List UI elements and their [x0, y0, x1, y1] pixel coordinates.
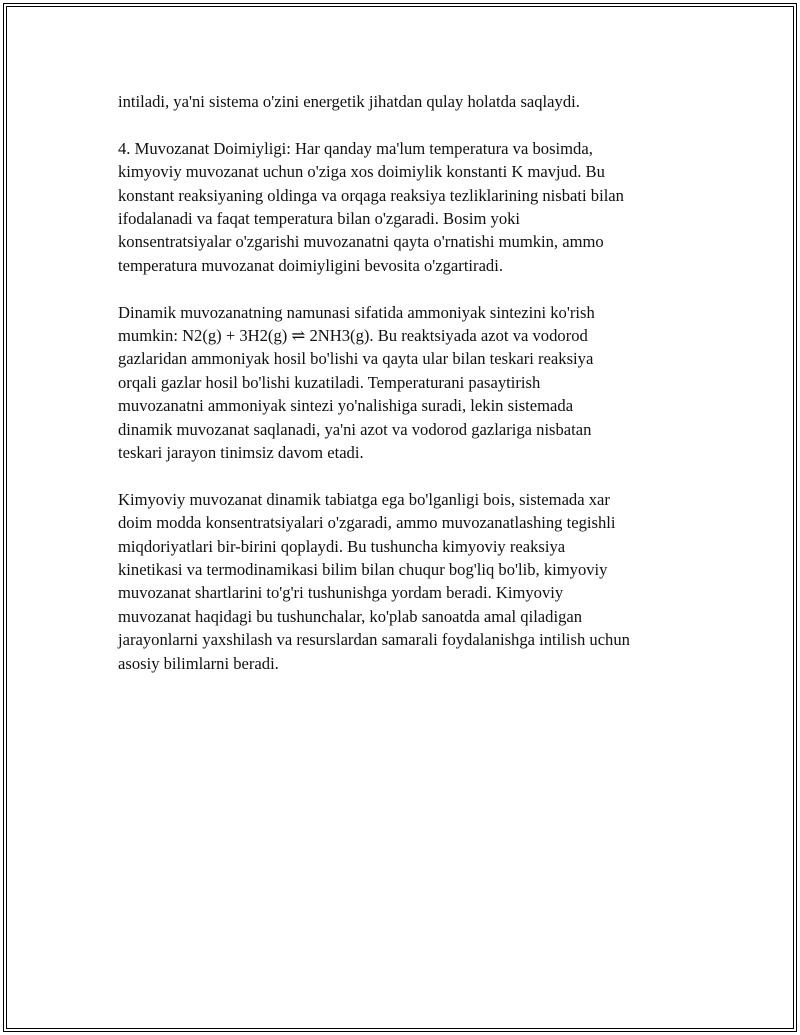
paragraph-3: Dinamik muvozanatning namunasi sifatida ammoniyak sintezini ko'rish mumkin: N2(g) + 3H2(g) ⇌ 2NH3(g). Bu reaktsiyada azot va vodorod gazlaridan ammoniyak hosil bo'lishi va qayta ular bilan teskari reaksiya orqali gazlar hosil bo'lishi kuzatiladi. Temperaturani pasaytirish muvozanatni ammoniyak sintezi yo'nalishiga suradi, lekin sistemada dinamik muvozanat saqlanadi, ya'ni azot va vodorod gazlariga nisbatan teskari jarayon tinimsiz davom etadi. [118, 302, 595, 463]
paragraph-2: 4. Muvozanat Doimiyligi: Har qanday ma'lum temperatura va bosimda, kimyoviy muvozanat uchun o'ziga xos doimiylik konstanti K mavjud. Bu konstant reaksiyaning oldinga va orqaga reaksiya tezliklarining nisbati bilan ifodalanadi va faqat temperatura bilan o'zgaradi. Bosim yoki konsentratsiyalar o'zgarishi muvozanatni qayta o'rnatishi mumkin, ammo temperatura muvozanat doimiyligini bevosita o'zgartiradi. [118, 138, 624, 275]
document-body [118, 90, 698, 699]
paragraph-4: Kimyoviy muvozanat dinamik tabiatga ega bo'lganligi bois, sistemada xar doim modda konsentratsiyalari o'zgaradi, ammo muvozanatlashing tegishli miqdoriyatlari bir-birini qoplaydi. Bu tushuncha kimyoviy reaksiya kinetikasi va termodinamikasi bilim bilan chuqur bog'liq bo'lib, kimyoviy muvozanat shartlarini to'g'ri tushunishga yordam beradi. Kimyoviy muvozanat haqidagi bu tushunchalar, ko'plab sanoatda amal qiladigan jarayonlarni yaxshilash va resurslardan samarali foydalanishga intilish uchun asosiy bilimlarni beradi. [118, 489, 630, 673]
paragraph-1: intiladi, ya'ni sistema o'zini energetik jihatdan qulay holatda saqlaydi. [118, 92, 580, 111]
